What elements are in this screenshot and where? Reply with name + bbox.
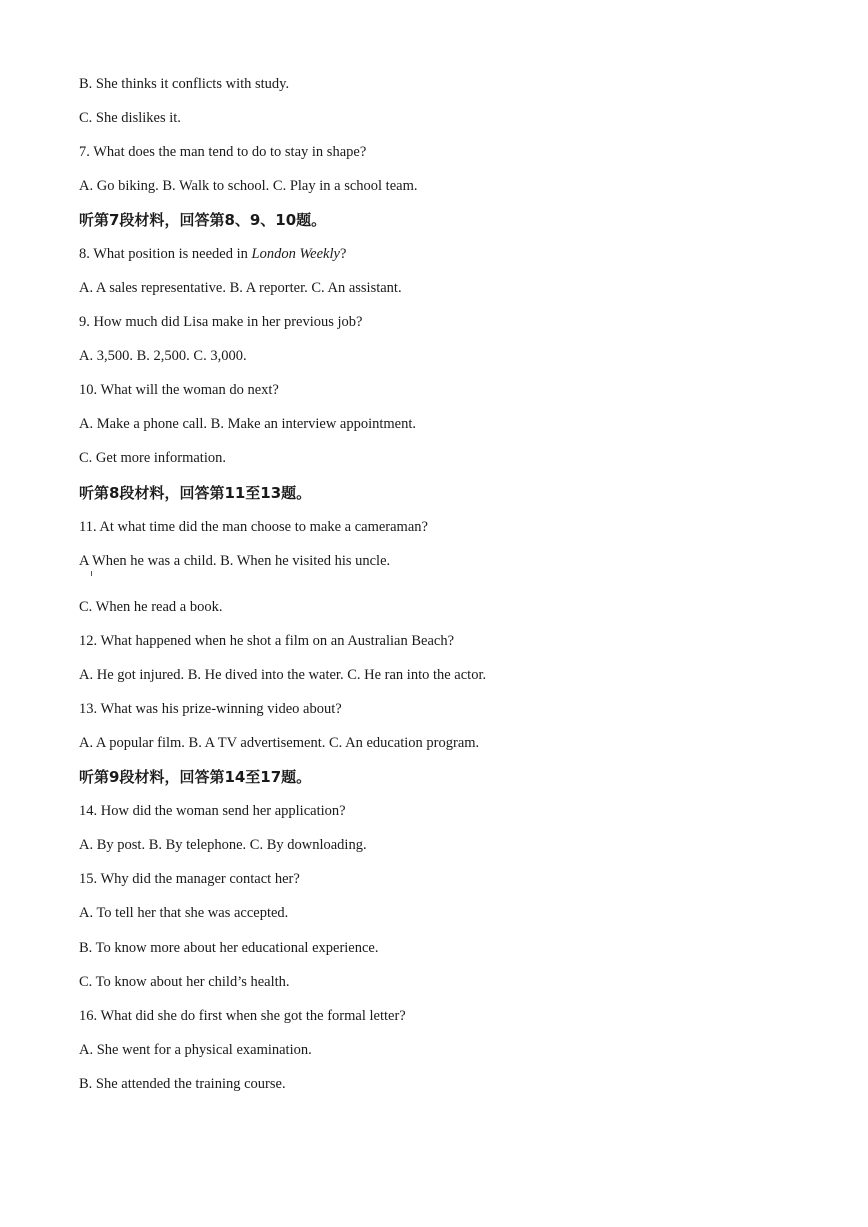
option-line: C. When he read a book. [79, 599, 223, 615]
section-heading: 听第9段材料，回答第14至17题。 [79, 768, 312, 786]
question-11: 11. At what time did the man choose to make a cameraman? [79, 519, 428, 535]
option-line: A. Go biking. B. Walk to school. C. Play in a school team. [79, 178, 418, 194]
option-line: C. Get more information. [79, 450, 226, 466]
option-line: A. 3,500. B. 2,500. C. 3,000. [79, 348, 247, 364]
question-mark: ? [339, 246, 347, 262]
question-13: 13. What was his prize-winning video about? [79, 701, 342, 717]
question-8 [79, 245, 346, 263]
option-line: A. A sales representative. B. A reporter. C. An assistant. [79, 280, 402, 296]
option-line: B. She thinks it conflicts with study. [79, 76, 290, 92]
option-line: A. Make a phone call. B. Make an interview appointment. [79, 416, 417, 432]
option-line: A When he was a child. B. When he visited his uncle. [79, 553, 391, 569]
question-8-text: 8. What position is needed in [79, 246, 252, 262]
option-line: A. She went for a physical examination. [79, 1042, 312, 1058]
option-line: A. A popular film. B. A TV advertisement. C. An education program. [79, 735, 480, 751]
section-heading: 听第8段材料，回答第11至13题。 [79, 484, 312, 502]
option-line: C. To know about her child’s health. [79, 974, 290, 990]
question-14: 14. How did the woman send her application? [79, 803, 346, 819]
option-line: A. By post. B. By telephone. C. By downloading. [79, 837, 367, 853]
option-line: C. She dislikes it. [79, 110, 181, 126]
question-12: 12. What happened when he shot a film on an Australian Beach? [79, 633, 455, 649]
question-7: 7. What does the man tend to do to stay in shape? [79, 144, 367, 160]
publication-title: London Weekly [251, 246, 340, 262]
question-15: 15. Why did the manager contact her? [79, 871, 300, 887]
option-line: A. To tell her that she was accepted. [79, 905, 289, 921]
question-10: 10. What will the woman do next? [79, 382, 279, 398]
section-heading: 听第7段材料，回答第8、9、10题。 [79, 211, 327, 229]
question-9: 9. How much did Lisa make in her previous job? [79, 314, 363, 330]
option-line: B. She attended the training course. [79, 1076, 286, 1092]
stray-mark [91, 571, 92, 576]
question-16: 16. What did she do first when she got the formal letter? [79, 1008, 406, 1024]
option-line: B. To know more about her educational experience. [79, 940, 379, 956]
option-line: A. He got injured. B. He dived into the water. C. He ran into the actor. [79, 667, 487, 683]
